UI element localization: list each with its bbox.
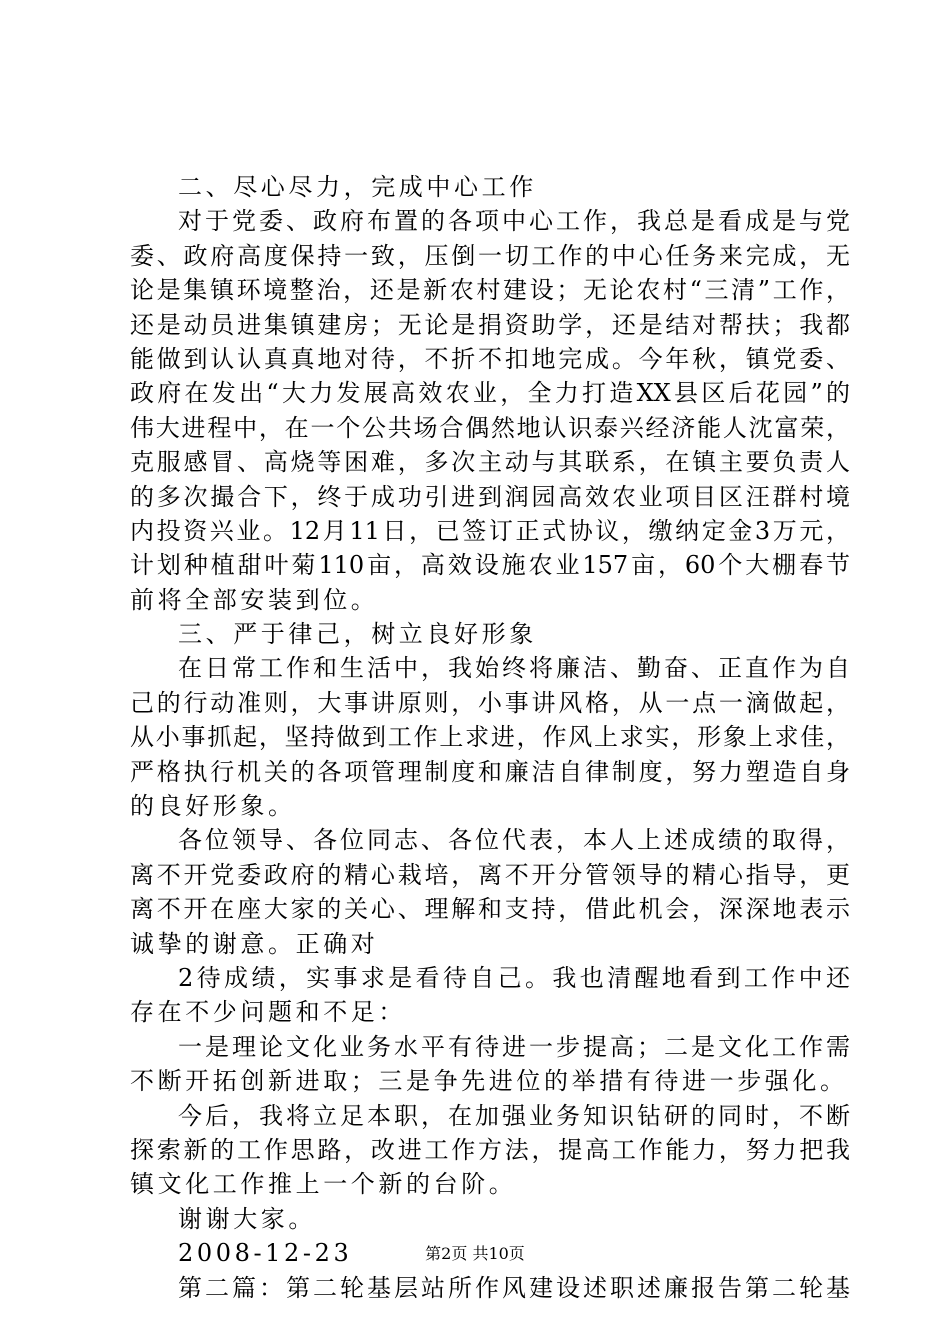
text-line: 前将全部安装到位。: [130, 585, 379, 614]
text-line: 镇文化工作推上一个新的台阶。: [130, 1170, 517, 1199]
text-line: 2待成绩，实事求是看待自己。我也清醒地看到工作中还: [178, 963, 850, 992]
text-line: 伟大进程中，在一个公共场合偶然地认识泰兴经济能人沈富荣，: [130, 413, 850, 442]
text-line: 对于党委、政府布置的各项中心工作，我总是看成是与党: [178, 207, 850, 236]
text-line: 的良好形象。: [130, 792, 296, 821]
text-line: 计划种植甜叶菊110亩，高效设施农业157亩，60个大棚春节: [130, 551, 850, 580]
text-line: 委、政府高度保持一致，压倒一切工作的中心任务来完成，无: [130, 241, 850, 270]
text-line: 谢谢大家。: [178, 1204, 316, 1233]
text-line: 还是动员进集镇建房；无论是捐资助学，还是结对帮扶；我都: [130, 310, 850, 339]
page-footer: 第2页 共10页: [425, 1244, 525, 1263]
text-line: 不断开拓创新进取；三是争先进位的举措有待进一步强化。: [130, 1067, 848, 1096]
text-line: 三、严于律己，树立良好形象: [178, 620, 537, 649]
text-line: 2008-12-23: [178, 1239, 353, 1268]
text-line: 内投资兴业。12月11日，已签订正式协议，缴纳定金3万元，: [130, 516, 850, 545]
text-line: 在日常工作和生活中，我始终将廉洁、勤奋、正直作为自: [178, 654, 850, 683]
text-line: 离不开在座大家的关心、理解和支持，借此机会，深深地表示: [130, 895, 850, 924]
text-line: 诚挚的谢意。正确对: [130, 929, 379, 958]
text-line: 一是理论文化业务水平有待进一步提高；二是文化工作需: [178, 1032, 850, 1061]
text-line: 各位领导、各位同志、各位代表，本人上述成绩的取得，: [178, 826, 850, 855]
text-line: 的多次撮合下，终于成功引进到润园高效农业项目区汪群村境: [130, 482, 850, 511]
text-line: 存在不少问题和不足：: [130, 998, 406, 1027]
text-line: 二、尽心尽力，完成中心工作: [178, 173, 537, 201]
text-line: 第二篇：第二轮基层站所作风建设述职述廉报告第二轮基: [178, 1273, 850, 1302]
text-line: 论是集镇环境整治，还是新农村建设；无论农村“三清”工作，: [130, 276, 850, 305]
text-line: 克服感冒、高烧等困难，多次主动与其联系，在镇主要负责人: [130, 448, 850, 477]
text-line: 能做到认认真真地对待，不折不扣地完成。今年秋，镇党委、: [130, 344, 850, 373]
document-body: [130, 170, 850, 1305]
text-line: 离不开党委政府的精心栽培，离不开分管领导的精心指导，更: [130, 860, 850, 889]
text-line: 今后，我将立足本职，在加强业务知识钻研的同时，不断: [178, 1101, 850, 1130]
text-line: 己的行动准则，大事讲原则，小事讲风格，从一点一滴做起，: [130, 688, 850, 717]
text-line: 政府在发出“大力发展高效农业，全力打造XX县区后花园”的: [130, 379, 850, 408]
text-line: 探索新的工作思路，改进工作方法，提高工作能力，努力把我: [130, 1135, 850, 1164]
text-line: 严格执行机关的各项管理制度和廉洁自律制度，努力塑造自身: [130, 757, 850, 786]
text-line: 从小事抓起，坚持做到工作上求进，作风上求实，形象上求佳，: [130, 723, 850, 752]
